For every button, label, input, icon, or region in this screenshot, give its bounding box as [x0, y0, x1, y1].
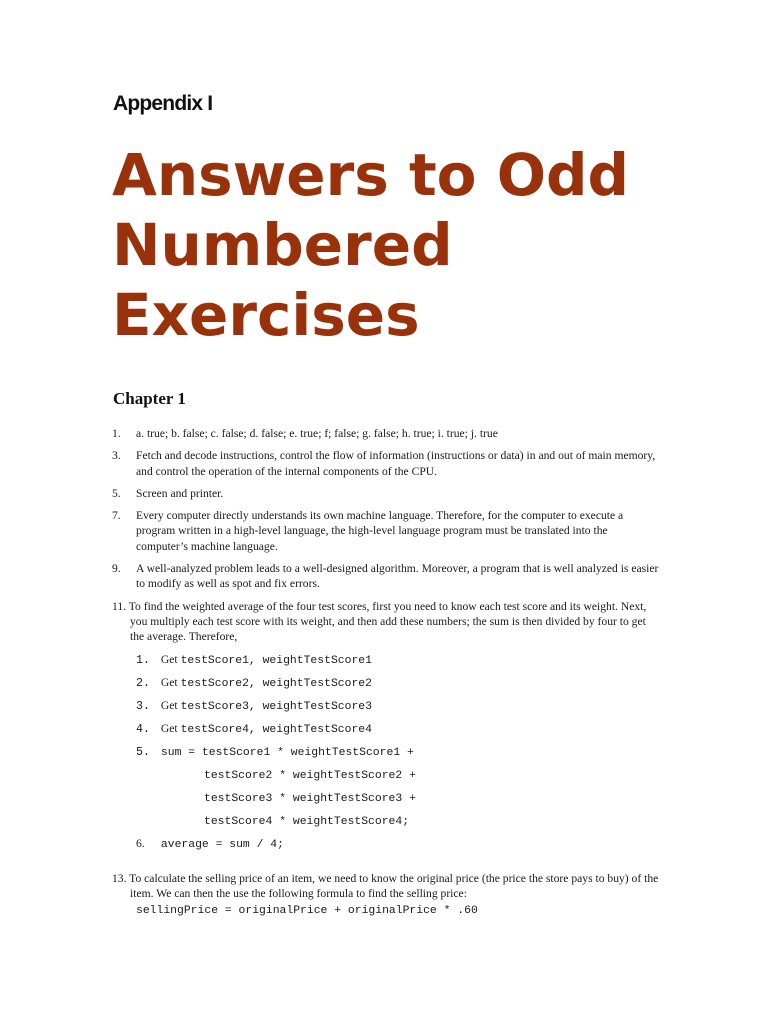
answer-text: 11. To find the weighted average of the four test scores, first you need to know each test score and its weight. Next, you multiply each test score with its weight, and then add these numbers; the sum is then divided by four to get the average. Therefore,: [112, 599, 647, 644]
step-word: Get: [160, 698, 178, 712]
step-word: Get: [160, 721, 178, 735]
answer-number: 1.: [112, 427, 121, 440]
step-code: testScore3, weightTestScore3: [180, 700, 372, 713]
selling-price-formula: sellingPrice = originalPrice + originalPrice * .60: [136, 905, 478, 918]
step-code: testScore2 * weightTestScore2 +: [204, 769, 416, 782]
answer-item: [112, 561, 660, 592]
title-line: Exercises: [112, 281, 420, 349]
answer-item: [112, 448, 660, 479]
answer-number: 9.: [112, 562, 121, 576]
answer-text: Screen and printer.: [136, 486, 224, 500]
title-line: Answers to Odd: [112, 141, 630, 209]
step-code: sum = testScore1 * weightTestScore1 +: [160, 746, 414, 759]
page-title: [112, 140, 732, 350]
algorithm-step: [136, 744, 660, 767]
step-number: 5.: [136, 745, 150, 759]
answer-text: a. true; b. false; c. false; d. false; e. true; f; false; g. false; h. true; i. true; j. true: [136, 427, 498, 440]
step-number: 2.: [136, 676, 150, 690]
answer-number: 3.: [112, 449, 121, 463]
step-code: testScore3 * weightTestScore3 +: [204, 792, 416, 805]
chapter-heading: Chapter 1: [113, 389, 186, 408]
step-number: 6.: [136, 836, 145, 850]
answer-text: 13. To calculate the selling price of an item, we need to know the original price (the price the store pays to buy) of the item. We can then the use the following formula to find the selling price:: [112, 871, 659, 900]
title-line: Numbered: [112, 211, 453, 279]
algorithm-step: [136, 652, 660, 675]
step-number: 4.: [136, 722, 150, 736]
answer-text: Every computer directly understands its own machine language. Therefore, for the computer to execute a program written in a high-level language, the high-level language program must be translated into the computer’s machine language.: [136, 509, 624, 553]
step-word: Get: [160, 675, 178, 689]
answer-text: Fetch and decode instructions, control the flow of information (instructions or data) in and out of main memory, and control the operation of the internal components of the CPU.: [136, 449, 656, 478]
answer-number: 5.: [112, 486, 121, 500]
step-number: 1.: [136, 653, 150, 667]
step-code: testScore4 * weightTestScore4;: [204, 815, 410, 828]
answer-list: [112, 426, 660, 926]
step-code: testScore2, weightTestScore2: [180, 677, 372, 690]
algorithm-step: [136, 698, 660, 721]
step-word: Get: [160, 652, 178, 666]
algorithm-step-continued: [136, 813, 660, 836]
step-code: testScore1, weightTestScore1: [180, 654, 372, 667]
answer-item-11: [112, 599, 660, 859]
step-code: average = sum / 4;: [160, 838, 284, 851]
step-number: 3.: [136, 699, 150, 713]
answer-item: [112, 508, 660, 554]
answer-number: 7.: [112, 509, 121, 523]
step-code: testScore4, weightTestScore4: [180, 723, 372, 736]
algorithm-step: [136, 675, 660, 698]
answer-text: A well-analyzed problem leads to a well-designed algorithm. Moreover, a program that is well analyzed is easier to modify as well as spot and fix errors.: [136, 562, 659, 591]
algorithm-steps: [136, 652, 660, 859]
algorithm-step-continued: [136, 767, 660, 790]
answer-item: [112, 486, 660, 501]
algorithm-step: [136, 836, 660, 859]
answer-item: [112, 426, 660, 441]
answer-item-13: [112, 871, 660, 920]
algorithm-step-continued: [136, 790, 660, 813]
appendix-label: Appendix I: [113, 92, 213, 115]
algorithm-step: [136, 721, 660, 744]
